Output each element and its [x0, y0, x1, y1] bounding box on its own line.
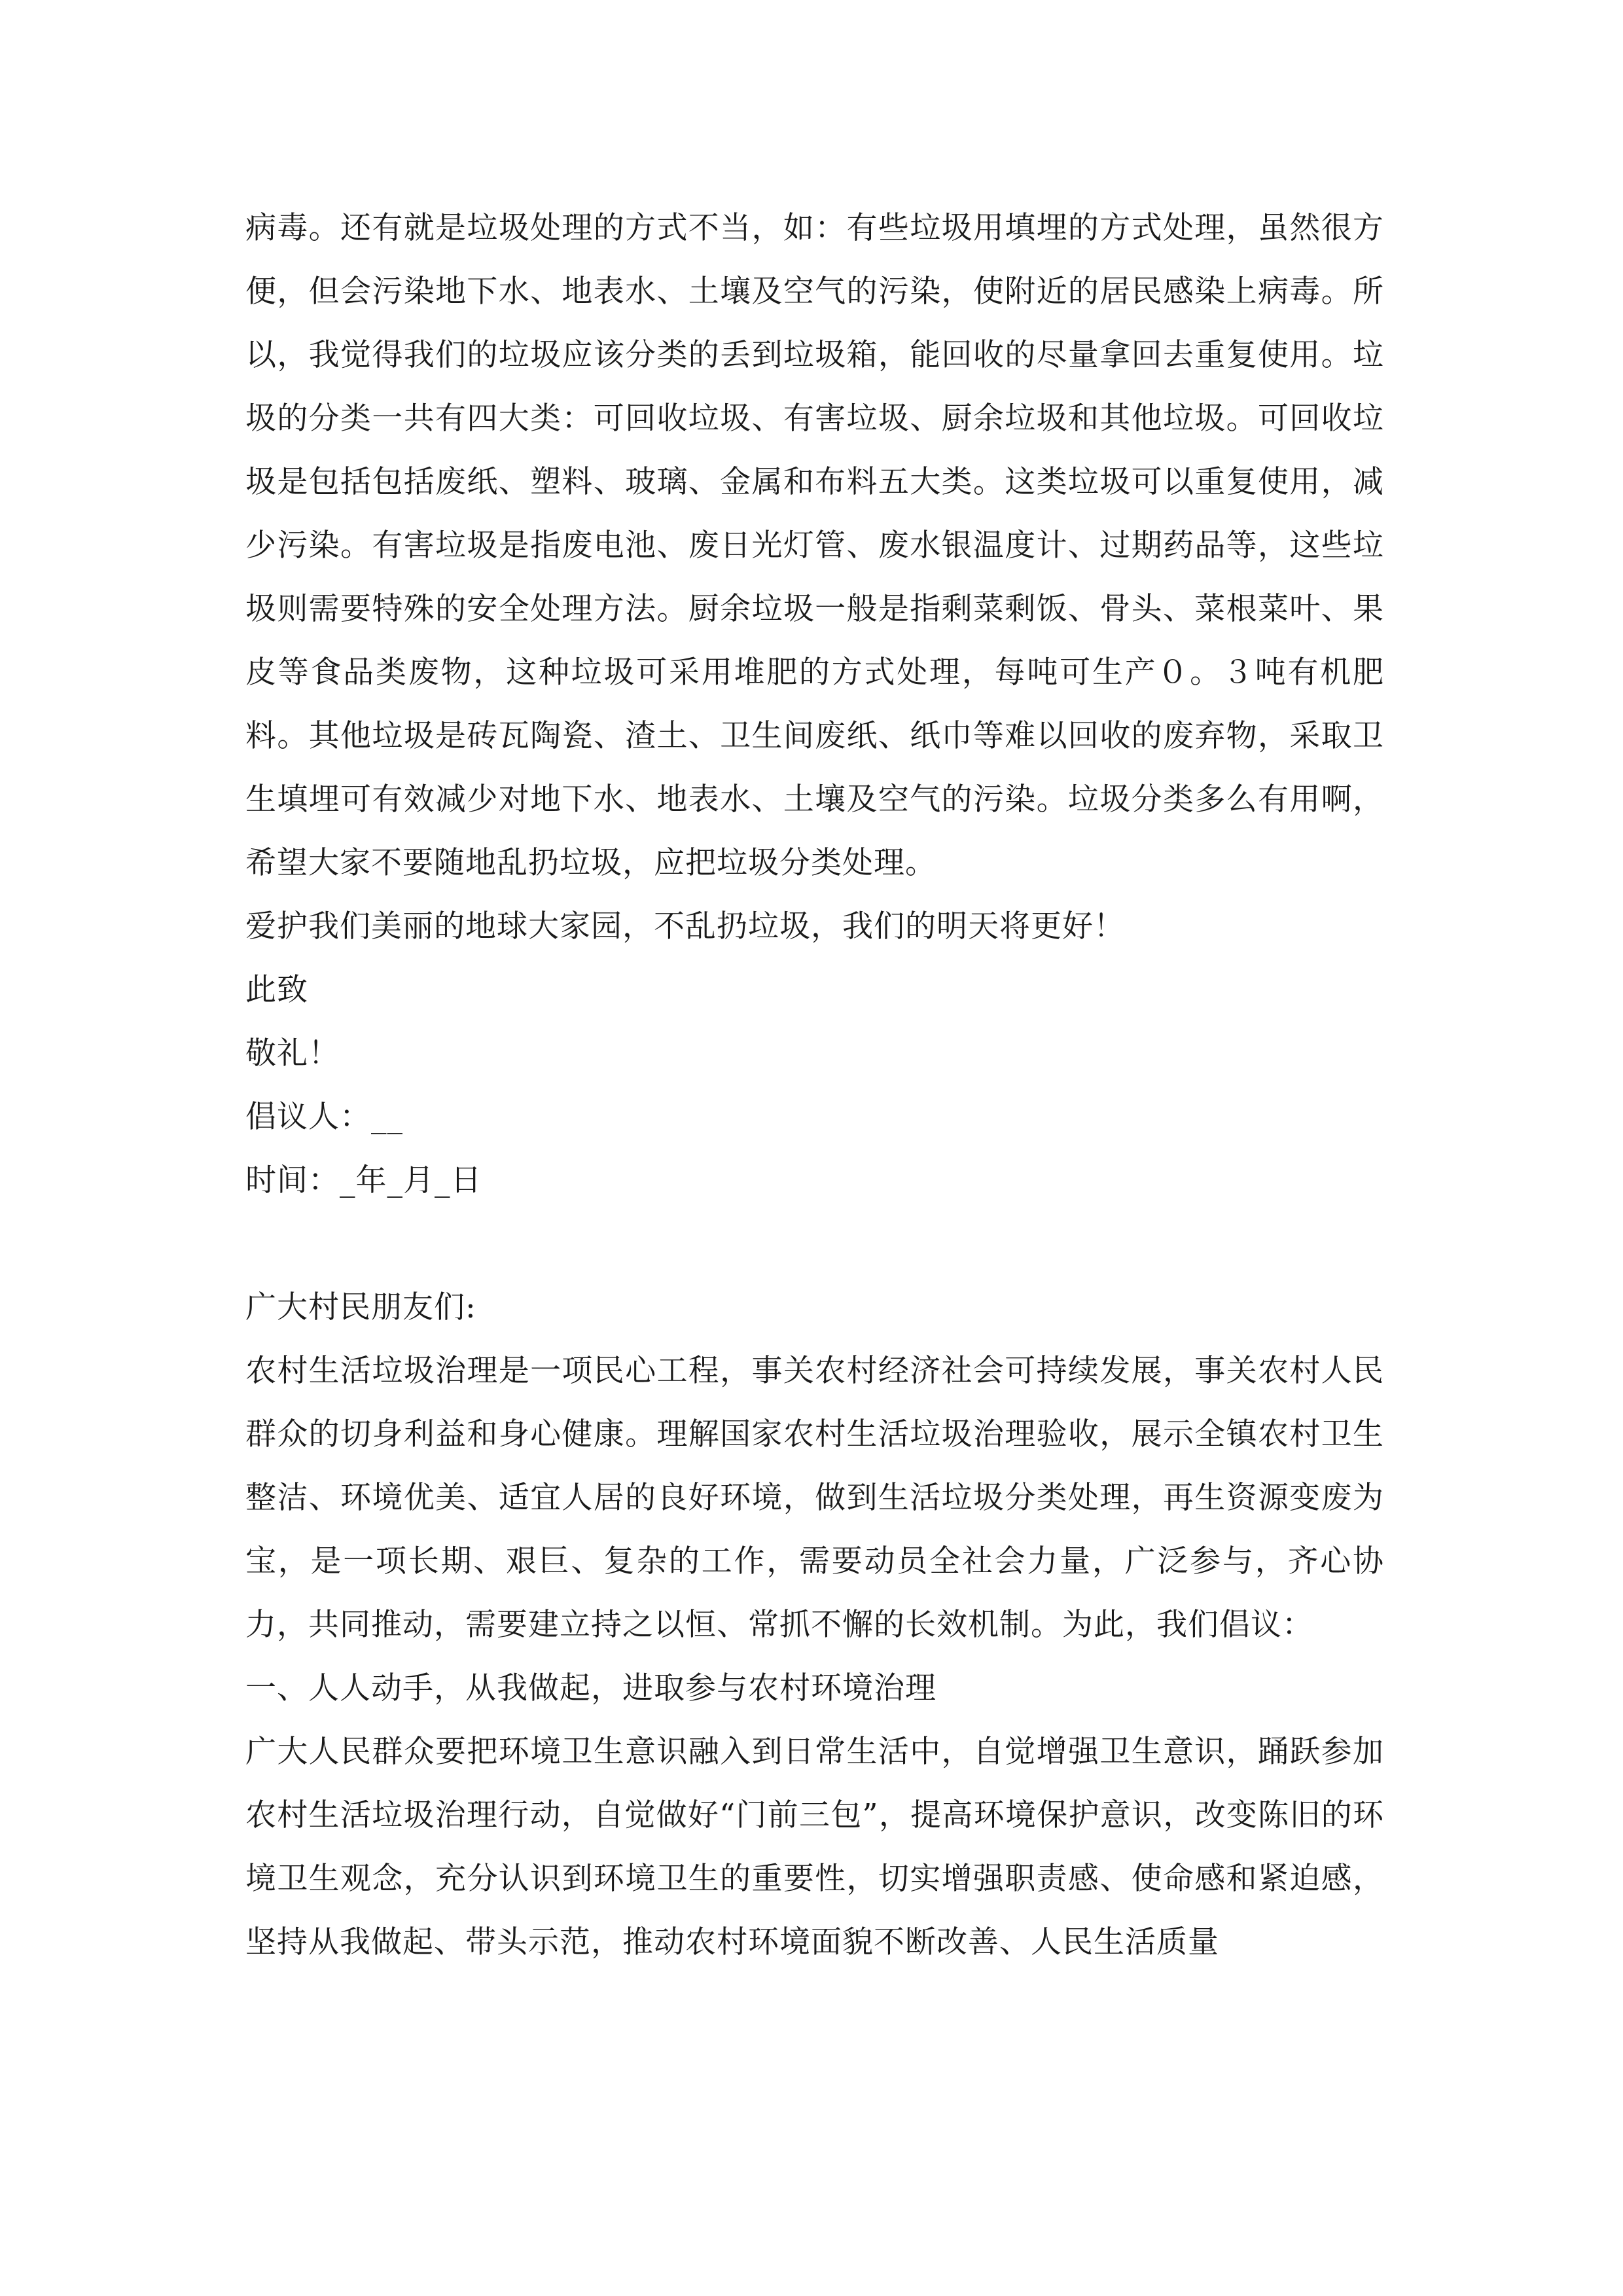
- paragraph-appeal: 爱护我们美丽的地球大家园，不乱扔垃圾，我们的明天将更好！: [245, 908, 1125, 944]
- paragraph-garbage-classification: 病毒。还有就是垃圾处理的方式不当，如：有些垃圾用填埋的方式处理，虽然很方便，但会污染地下水、地表水、土壤及空气的污染，使附近的居民感染上病毒。所以，我觉得我们的垃圾应该分类的丢到垃圾箱，能回收的尽量拿回去重复使用。垃圾的分类一共有四大类：可回收垃圾、有害垃圾、厨余垃圾和其他垃圾。可回收垃圾是包括包括废纸、塑料、玻璃、金属和布料五大类。这类垃圾可以重复使用，减少污染。有害垃圾是指废电池、废日光灯管、废水银温度计、过期药品等，这些垃圾则需要特殊的安全处理方法。厨余垃圾一般是指剩菜剩饭、骨头、菜根菜叶、果皮等食品类废物，这种垃圾可采用堆肥的方式处理，每吨可生产０。３吨有机肥料。其他垃圾是砖瓦陶瓷、渣土、卫生间废纸、纸巾等难以回收的废弃物，采取卫生填埋可有效减少对地下水、地表水、土壤及空气的污染。垃圾分类多么有用啊，希望大家不要随地乱扔垃圾，应把垃圾分类处理。: [245, 210, 1384, 881]
- closing-jingli: 敬礼！: [245, 1035, 340, 1071]
- document-body: [245, 196, 1384, 1974]
- signer-line: 倡议人：__: [245, 1099, 403, 1135]
- paragraph-section-1: 广大人民群众要把环境卫生意识融入到日常生活中，自觉增强卫生意识，踊跃参加农村生活垃圾治理行动，自觉做好“门前三包”，提高环境保护意识，改变陈旧的环境卫生观念，充分认识到环境卫生的重要性，切实增强职责感、使命感和紧迫感，坚持从我做起、带头示范，推动农村环境面貌不断改善、人民生活质量: [245, 1734, 1384, 1960]
- section-heading-1: 一、人人动手，从我做起，进取参与农村环境治理: [245, 1670, 936, 1706]
- salutation: 广大村民朋友们:: [245, 1289, 476, 1325]
- paragraph-intro: 农村生活垃圾治理是一项民心工程，事关农村经济社会可持续发展，事关农村人民群众的切身利益和身心健康。理解国家农村生活垃圾治理验收，展示全镇农村卫生整洁、环境优美、适宜人居的良好环境，做到生活垃圾分类处理，再生资源变废为宝，是一项长期、艰巨、复杂的工作，需要动员全社会力量，广泛参与，齐心协力，共同推动，需要建立持之以恒、常抓不懈的长效机制。为此，我们倡议：: [245, 1353, 1384, 1643]
- closing-cizhi: 此致: [245, 972, 308, 1008]
- date-line: 时间：_年_月_日: [245, 1162, 482, 1198]
- section-gap: [245, 1212, 1384, 1276]
